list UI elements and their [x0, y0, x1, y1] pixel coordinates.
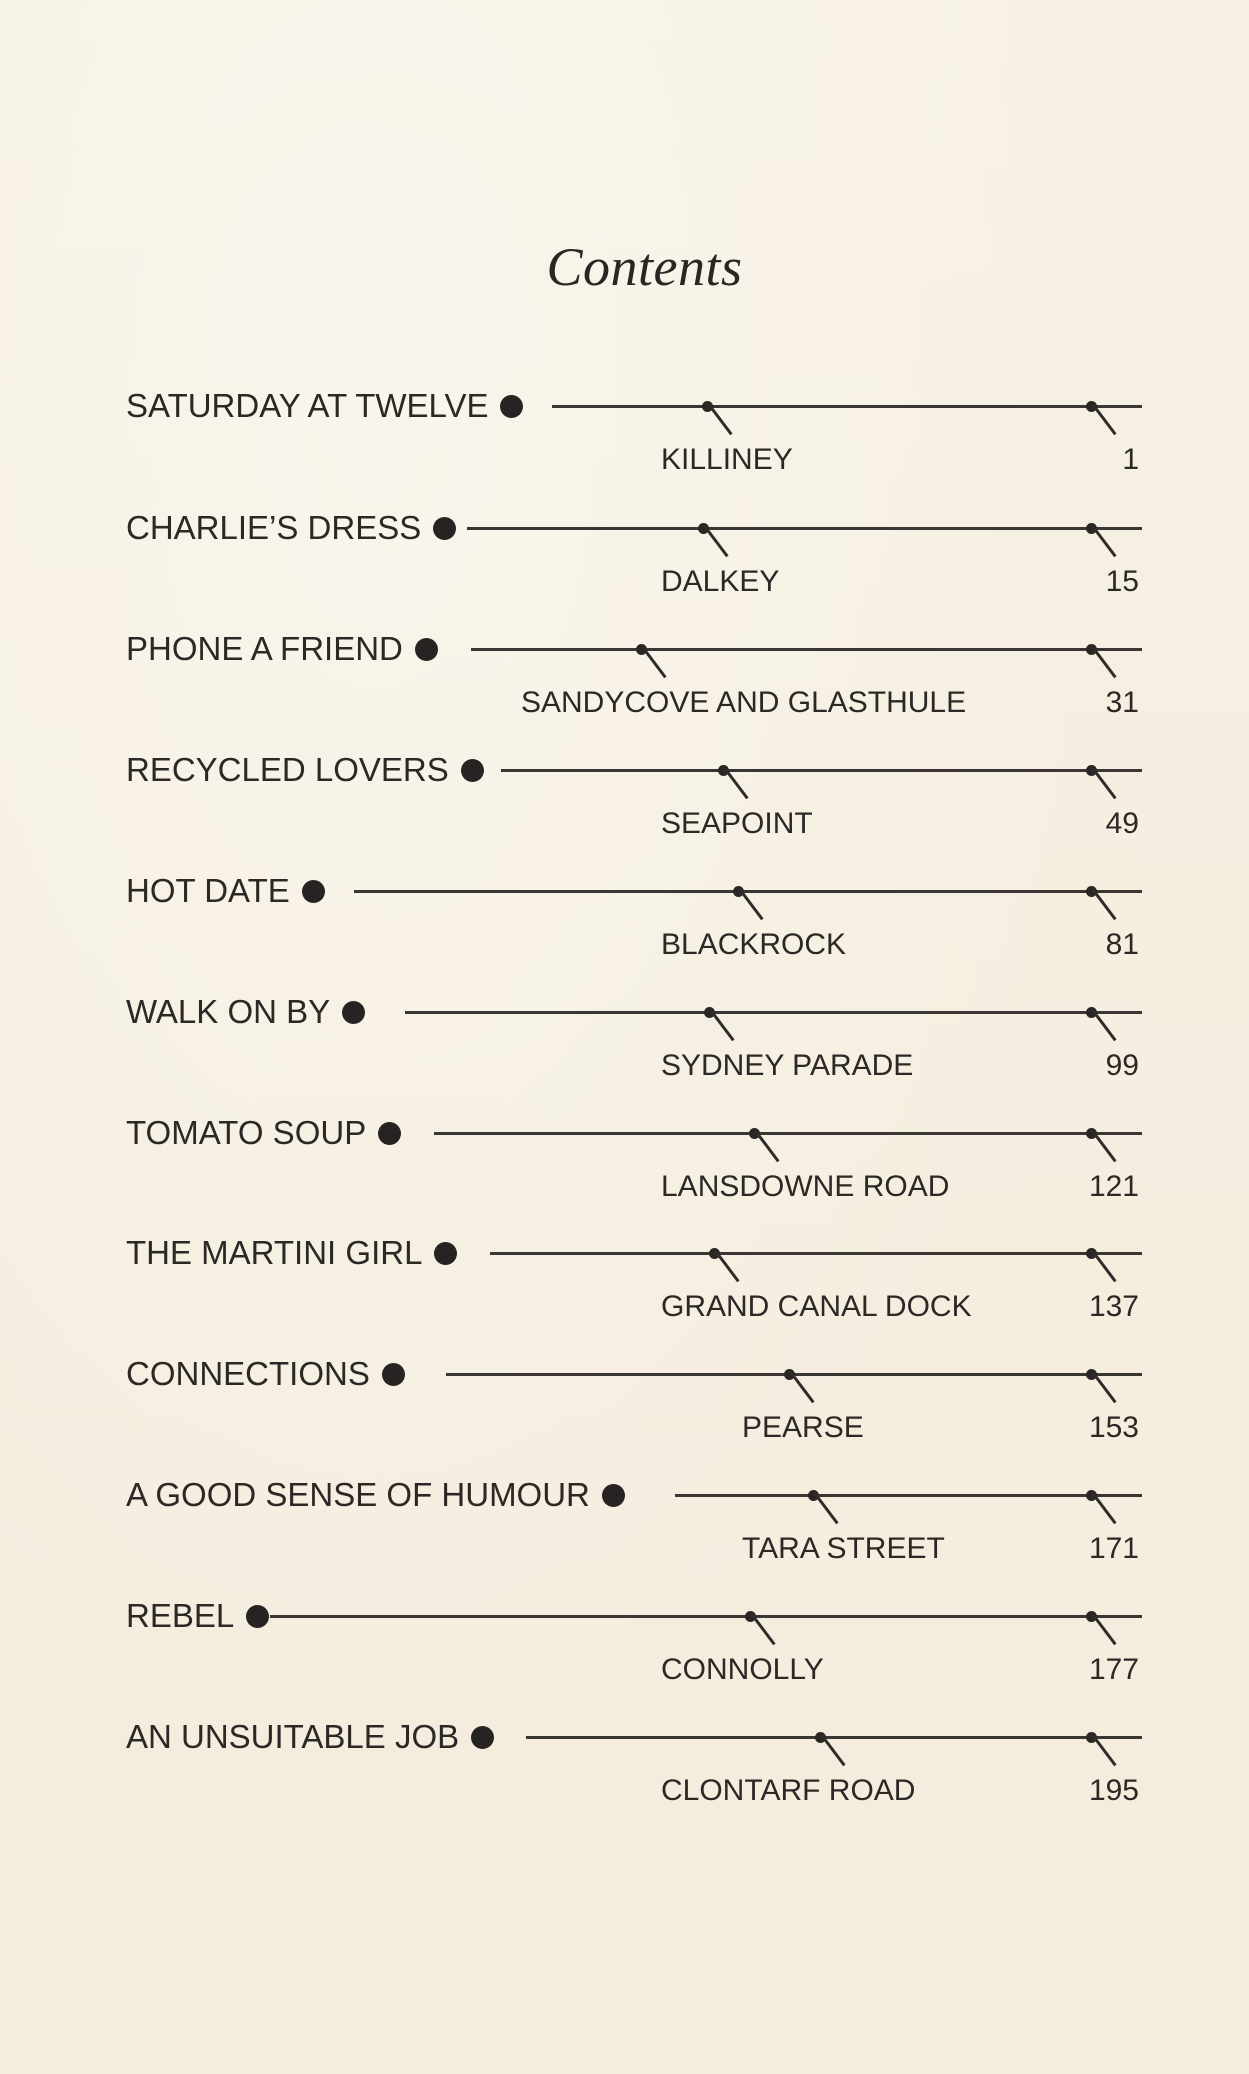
chapter-label: RECYCLED LOVERS [126, 751, 449, 788]
contents-entry [0, 992, 1249, 1113]
station-name: CONNOLLY [661, 1653, 824, 1686]
chapter-bullet-icon [246, 1605, 269, 1628]
station-name: CLONTARF ROAD [661, 1774, 916, 1807]
station-name: SYDNEY PARADE [661, 1049, 914, 1082]
chapter-label: THE MARTINI GIRL [126, 1234, 423, 1271]
chapter-bullet-icon [342, 1001, 365, 1024]
chapter-label: HOT DATE [126, 872, 290, 909]
contents-entry [0, 1596, 1249, 1717]
page-number[interactable]: 177 [1088, 1653, 1139, 1686]
chapter-bullet-icon [382, 1363, 405, 1386]
station-name: BLACKROCK [661, 928, 847, 961]
chapter-title[interactable] [126, 629, 438, 669]
contents-entry [0, 1475, 1249, 1596]
chapter-label: AN UNSUITABLE JOB [126, 1718, 460, 1755]
page-number[interactable]: 137 [1088, 1290, 1139, 1323]
chapter-label: WALK ON BY [126, 993, 331, 1030]
route-line [270, 1615, 1142, 1618]
page-title: Contents [546, 237, 743, 297]
chapter-title[interactable] [126, 1475, 625, 1515]
chapter-title[interactable] [126, 1596, 269, 1636]
contents-entry [0, 1113, 1249, 1234]
chapter-label: SATURDAY AT TWELVE [126, 387, 489, 424]
chapter-bullet-icon [471, 1726, 494, 1749]
route-line [501, 769, 1142, 772]
chapter-bullet-icon [415, 638, 438, 661]
chapter-bullet-icon [602, 1484, 625, 1507]
chapter-label: CONNECTIONS [126, 1355, 370, 1392]
contents-entry [0, 508, 1249, 629]
chapter-bullet-icon [302, 880, 325, 903]
contents-entry [0, 750, 1249, 871]
contents-entry [0, 629, 1249, 750]
chapter-title[interactable] [126, 1233, 457, 1273]
route-line [490, 1252, 1142, 1255]
page-number[interactable]: 171 [1088, 1532, 1139, 1565]
contents-entry [0, 1233, 1249, 1354]
chapter-bullet-icon [500, 395, 523, 418]
station-name: PEARSE [742, 1411, 864, 1444]
chapter-label: CHARLIE’S DRESS [126, 509, 422, 546]
chapter-bullet-icon [378, 1122, 401, 1145]
page-number[interactable]: 1 [1122, 443, 1139, 476]
route-line [552, 405, 1142, 408]
contents-entry [0, 386, 1249, 507]
chapter-title[interactable] [126, 871, 325, 911]
route-line [467, 527, 1142, 530]
chapter-label: REBEL [126, 1597, 235, 1634]
route-line [354, 890, 1142, 893]
page-number[interactable]: 153 [1088, 1411, 1139, 1444]
page-number[interactable]: 31 [1105, 686, 1139, 719]
station-name: LANSDOWNE ROAD [661, 1170, 950, 1203]
route-line [405, 1011, 1142, 1014]
page-number[interactable]: 121 [1088, 1170, 1139, 1203]
station-name: KILLINEY [661, 443, 793, 476]
chapter-label: PHONE A FRIEND [126, 630, 403, 667]
chapter-bullet-icon [433, 517, 456, 540]
chapter-title[interactable] [126, 992, 365, 1032]
chapter-title[interactable] [126, 1354, 405, 1394]
route-line [434, 1132, 1142, 1135]
contents-entry [0, 1354, 1249, 1475]
contents-entry [0, 1717, 1249, 1838]
page-number[interactable]: 195 [1088, 1774, 1139, 1807]
route-line [675, 1494, 1142, 1497]
chapter-title[interactable] [126, 386, 523, 426]
contents-entry [0, 871, 1249, 992]
page-number[interactable]: 15 [1105, 565, 1139, 598]
page-number[interactable]: 99 [1105, 1049, 1139, 1082]
chapter-title[interactable] [126, 1113, 401, 1153]
chapter-bullet-icon [434, 1242, 457, 1265]
chapter-label: A GOOD SENSE OF HUMOUR [126, 1476, 590, 1513]
station-name: DALKEY [661, 565, 780, 598]
chapter-bullet-icon [461, 759, 484, 782]
chapter-title[interactable] [126, 508, 456, 548]
page-number[interactable]: 81 [1105, 928, 1139, 961]
route-line [526, 1736, 1142, 1739]
station-name: SEAPOINT [661, 807, 813, 840]
page-number[interactable]: 49 [1105, 807, 1139, 840]
chapter-title[interactable] [126, 1717, 494, 1757]
station-name: SANDYCOVE AND GLASTHULE [521, 686, 967, 719]
chapter-title[interactable] [126, 750, 484, 790]
route-line [471, 648, 1142, 651]
station-name: TARA STREET [742, 1532, 945, 1565]
chapter-label: TOMATO SOUP [126, 1114, 367, 1151]
station-name: GRAND CANAL DOCK [661, 1290, 972, 1323]
